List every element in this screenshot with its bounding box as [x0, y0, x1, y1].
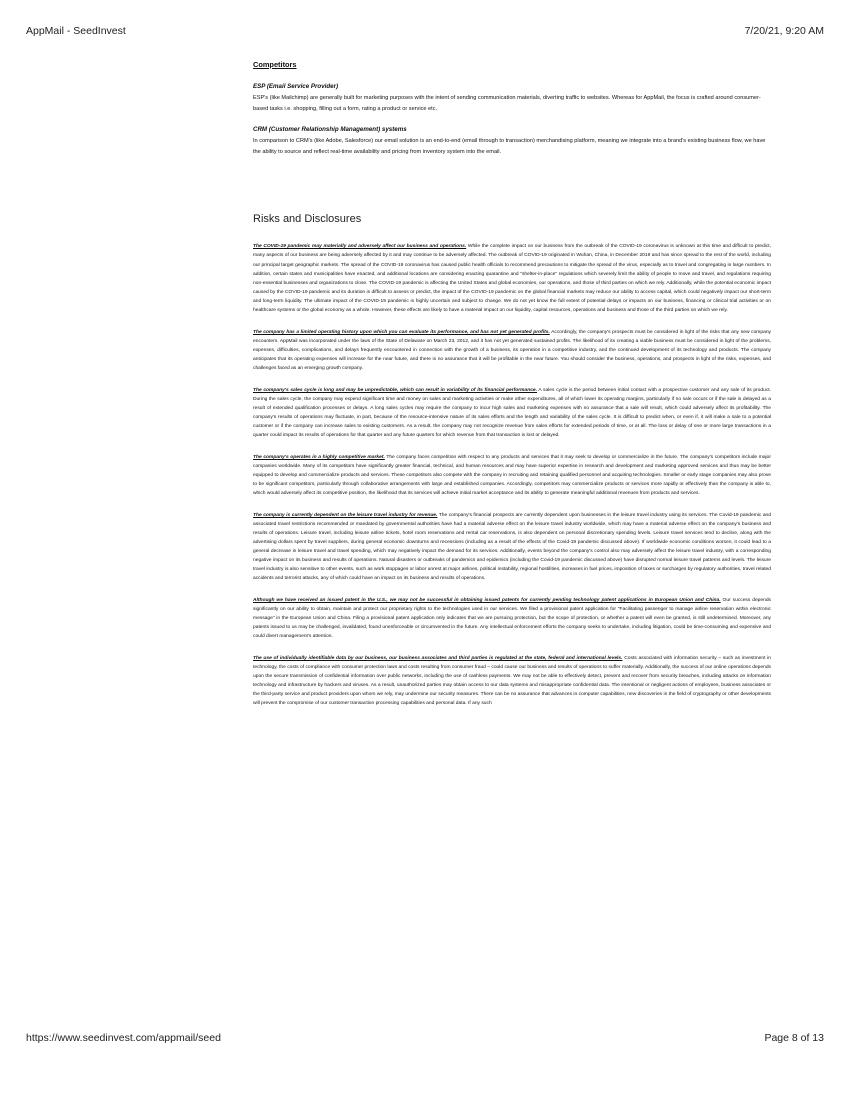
- risk-lead: The use of individually identifiable data by our business, our business associates and third parties is regulated at the state, federal and international levels.: [253, 655, 623, 661]
- header-timestamp: 7/20/21, 9:20 AM: [744, 25, 824, 37]
- risk-lead: The company's operates in a highly competitive market.: [253, 454, 385, 460]
- risk-paragraph: [253, 453, 771, 498]
- risk-lead: The company's sales cycle is long and may be unpredictable, which can result in variability of its financial performance.: [253, 387, 538, 393]
- risk-text: The company faces competition with respect to any products and services that it may seek to develop or commercialize in the future. The company's competitors include major companies worldwide. Many of its competitors have significantly greater financial, technical, and human resources and may have superior expertise in research and development and marketing approved services and thus may be better equipped to develop and commercialize products and services. These competitors also compete with the company in recruiting and retaining qualified personnel and acquiring technologies. Smaller or early stage companies may also prove to be significant competitors, particularly through collaborative arrangements with large and established companies. Accordingly, competitors may commercialize products or services more rapidly or effectively than the company is able to, which would adversely affect its competitive position, the likelihood that its services will achieve initial market acceptance and its ability to generate meaningful additional revenues from products and services.: [253, 454, 771, 497]
- footer-url: https://www.seedinvest.com/appmail/seed: [26, 1032, 221, 1044]
- risk-lead: Although we have received an issued patent in the U.S., we may not be successful in obtaining issued patents for currently pending technology patent applications in European Union and China.: [253, 597, 721, 603]
- header-title: AppMail - SeedInvest: [26, 25, 126, 37]
- competitor-text: ESP's (like Mailchimp) are generally built for marketing purposes with the intent of sending communication materials, diverting traffic to websites. Whereas for AppMail, the focus is crafted around consumer-based tasks i.e. shopping, filling out a form, rating a product or service etc.: [253, 95, 761, 112]
- competitor-text: In comparison to CRM's (like Adobe, Salesforce) our email solution is an end-to-end (email through to transaction) merchandising platform, meaning we integrate into a brand's existing business flow, we have the ability to source and reflect real-time availability and pricing from inventory system into the email.: [253, 138, 766, 155]
- risk-paragraph: [253, 242, 771, 315]
- risk-paragraph: [253, 654, 771, 709]
- competitors-title: Competitors: [253, 60, 297, 69]
- footer-page-number: Page 8 of 13: [764, 1032, 824, 1044]
- risk-text: Costs associated with information security – such as investment in technology, the costs of compliance with consumer protection laws and costs resulting from consumer fraud – could cause our business and results of operations to suffer materially. Additionally, the success of our online operations depends upon the secure transmission of confidential information over public networks, including the use of cashless payments. We may not be able to effectively detect, prevent and recover from security breaches, including attacks on information technology and infrastructure by hackers and viruses. As a result, unauthorized parties may obtain access to our data systems and misappropriate confidential data. The intentional or negligent actions of employees, business associates or the third-party service and product providers upon whom we rely, may undermine our security measures. There can be no assurance that advances in computer capabilities, new discoveries in the field of cryptography or other developments will prevent the compromise of our customer transaction processing capabilities and personal data. If any such: [253, 655, 771, 707]
- risk-lead: The company is currently dependent on the leisure travel industry for revenue.: [253, 512, 438, 518]
- competitor-subtitle: ESP (Email Service Provider): [253, 83, 339, 90]
- risk-text: Our success depends significantly on our ability to obtain, maintain and protect our proprietary rights to the technologies used in our services. We filed a provisional patent application for "Facilitating passenger to manage airline reservation within electronic message" in the European Union and China. Filing a provisional patent application only indicates that we are pursuing protection, but the scope of protection, or whether a patent will even be granted, is still undetermined. Moreover, any patents issued to us may be challenged, invalidated, found unenforceable or circumvented in the future. Any intellectual enforcement efforts the company seeks to undertake, including litigation, could be time-consuming and expensive and could divert management's attention.: [253, 597, 771, 640]
- competitor-crm: [253, 126, 771, 157]
- competitor-esp: [253, 83, 771, 114]
- risk-lead: The company has a limited operating history upon which you can evaluate its performance, and has not yet generated profits.: [253, 329, 550, 335]
- risk-text: While the complete impact on our business from the outbreak of the COVID-19 coronavirus is unknown at this time and difficult to predict, many aspects of our business are being adversely affected by it and may continue to be adversely affected. The outbreak of COVID-19 originated in Wuhan, China, in December 2019 and has since spread to the rest of the world, including our principal target geographic markets. The spread of the COVID-19 coronavirus has caused public health officials to recommend precautions to mitigate the spread of the virus, especially as to travel and congregating in large numbers. In addition, certain states and municipalities have enacted, and additional locations are considering enacting quarantine and "shelter-in-place" regulations which severely limit the ability of people to move and travel, and regulations requiring non-essential businesses and organizations to close. The COVID-19 pandemic is affecting the United States and global economies, our operations, and those of third parties on which we rely. Additionally, while the potential economic impact caused by the COVID-19 pandemic and its duration is difficult to assess or predict, the impact of the COVID-19 pandemic on the global financial markets may reduce our ability to access capital, which could negatively impact our short-term and long-term liquidity. The ultimate impact of the COVID-19 pandemic is highly uncertain and subject to change. We do not yet know the full extent of potential delays or impacts on our business, financing or clinical trial activities or on healthcare systems or the global economy as a whole. However, these effects are likely to have a material impact on our liquidity, capital resources, operations and business and those of the third parties on which we rely.: [253, 244, 771, 314]
- risk-paragraph: [253, 511, 771, 584]
- risk-lead: The COVID-19 pandemic may materially and adversely affect our business and operations.: [253, 244, 467, 250]
- page-header: [26, 25, 824, 37]
- risk-paragraph: [253, 328, 771, 373]
- risk-text: The company's financial prospects are currently dependent upon businesses in the leisure travel industry using its services. The Covid-19 pandemic and associated travel restrictions recommended or mandated by governmental authorities have had a material adverse effect on the leisure travel industry worldwide, which may have a material adverse effect on the company's business and results of operations. Leisure travel, including leisure airline tickets, hotel room reservations and rental car reservations, is also dependent on personal discretionary spending levels. Leisure travel services tend to decline, along with the advertising dollars spent by travel suppliers, during general economic downturns and recessions (including as a result of the effects of the Covid-19 pandemic discussed above). If worldwide economic conditions worsen, it could lead to a general decrease in leisure travel and travel spending, which may negatively impact the demand for its services. Additionally, events beyond the company's control also may adversely affect the leisure travel industry, with a corresponding negative impact on its business and results of operations. Natural disasters or outbreaks of pandemics and epidemics (including the Covid-19 pandemic discussed above) have disrupted normal leisure travel patterns and levels. The leisure travel industry is also sensitive to other events, such as work stoppages or labor unrest at major airlines, political instability, regional hostilities, increases in fuel prices, imposition of taxes or surcharges by regulatory authorities, travel related accidents and terrorist attacks, any of which could have an impact on its business and results of operations.: [253, 512, 771, 582]
- risks-heading: Risks and Disclosures: [253, 213, 362, 226]
- risk-text: A sales cycle is the period between initial contact with a prospective customer and any sale of its product. During the sales cycle, the company may expend significant time and money on sales and marketing activities or make other expenditures, all of which lower its operating margins, particularly if no sale occurs or if the sale is delayed as a result of extended qualification processes or delays. A long sales cycles may require the company to incur high sales and marketing expenses with no assurance that a sale will result, which could adversely affect its profitability. The company's results of operations may fluctuate, in part, because of the resource-intensive nature of its sales efforts and the length and variability of the sales cycle. It is difficult to predict when, or even if, it will make a sale to a potential customer or if the company can increase sales to existing customers. As a result, the company may not recognize revenue from sales efforts for extended periods of time, or at all. The loss or delay of one or more large transactions in a quarter could impact its results of operations for that quarter and any future quarters for which revenue from that transaction is lost or delayed.: [253, 387, 771, 439]
- risk-paragraph: [253, 386, 771, 441]
- document-content: [253, 60, 771, 721]
- risk-text: Accordingly, the company's prospects must be considered in light of the risks that any new company encounters. AppMail was incorporated under the laws of the State of Delaware on March 23, 2012, and it has not yet generated sustained profits. The likelihood of its creating a viable business must be considered in light of the problems, expenses, difficulties, complications, and delays frequently encountered in connection with the growth of a business, its operation in a competitive industry, and the continued development of its technology and products. The company anticipates that its operating expenses will increase for the near future, and there is no assurance that it will be profitable in the near future. You should consider the business, operations, and prospects in light of the risks, expenses, and challenges faced as an emerging growth company.: [253, 329, 771, 371]
- page-footer: [26, 1032, 824, 1044]
- risk-paragraph: [253, 596, 771, 641]
- competitor-subtitle: CRM (Customer Relationship Management) systems: [253, 126, 407, 134]
